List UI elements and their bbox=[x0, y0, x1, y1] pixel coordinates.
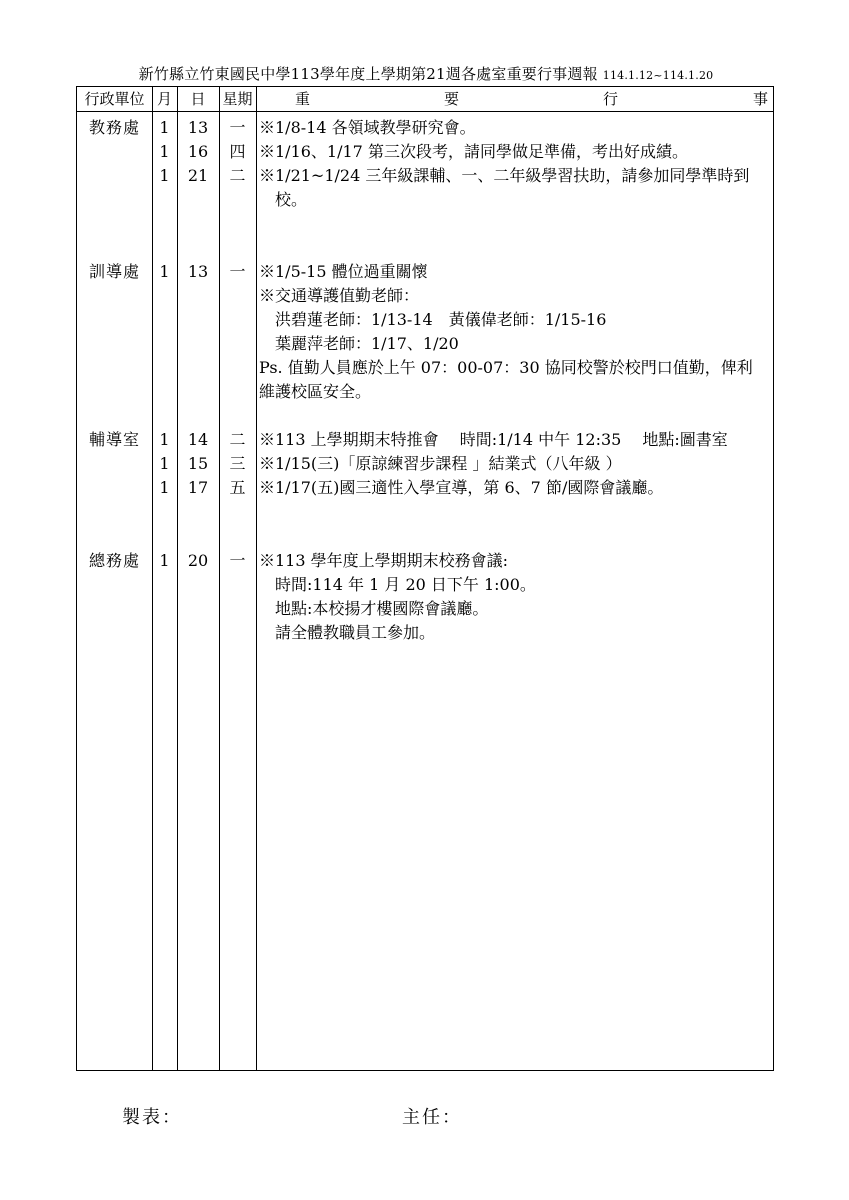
month-cell: 1 bbox=[159, 142, 170, 161]
header-divider bbox=[77, 111, 773, 112]
event-line: ※交通導護值勤老師： bbox=[259, 286, 420, 305]
day-cell: 16 bbox=[187, 142, 209, 161]
month-cell: 1 bbox=[159, 166, 170, 185]
schedule-table bbox=[76, 86, 774, 1071]
unit-counseling: 輔導室 bbox=[88, 430, 140, 449]
weekday-cell: 五 bbox=[229, 478, 246, 497]
event-line: ※1/21~1/24 三年級課輔、一、二年級學習扶助，請參加同學準時到 bbox=[259, 166, 750, 185]
month-cell: 1 bbox=[159, 430, 170, 449]
unit-academic-affairs: 教務處 bbox=[88, 118, 140, 137]
month-cell: 1 bbox=[159, 118, 170, 137]
weekday-cell: 一 bbox=[229, 551, 246, 570]
event-line: ※113 上學期期末特推會 時間:1/14 中午 12:35 地點:圖書室 bbox=[259, 430, 728, 449]
day-cell: 14 bbox=[187, 430, 209, 449]
month-cell: 1 bbox=[159, 478, 170, 497]
event-line: 維護校區安全。 bbox=[259, 382, 372, 401]
unit-student-affairs: 訓導處 bbox=[88, 262, 140, 281]
column-divider bbox=[219, 87, 220, 1070]
weekday-cell: 一 bbox=[229, 118, 246, 137]
event-line: 葉麗萍老師：1/17、1/20 bbox=[275, 334, 459, 353]
column-divider bbox=[152, 87, 153, 1070]
document-title bbox=[76, 63, 776, 84]
weekday-cell: 一 bbox=[229, 262, 246, 281]
director-label: 主任： bbox=[402, 1107, 462, 1128]
weekday-cell: 三 bbox=[229, 454, 246, 473]
column-divider bbox=[256, 87, 257, 1070]
event-line: 校。 bbox=[275, 190, 308, 209]
event-line: 時間:114 年 1 月 20 日下午 1:00。 bbox=[275, 575, 536, 594]
event-line: ※1/8-14 各領域教學研究會。 bbox=[259, 118, 476, 137]
event-line: ※1/5-15 體位過重關懷 bbox=[259, 262, 428, 281]
event-line: ※113 學年度上學期期末校務會議: bbox=[259, 551, 509, 570]
weekday-cell: 二 bbox=[229, 430, 246, 449]
event-line: ※1/16、1/17 第三次段考，請同學做足準備，考出好成績。 bbox=[259, 142, 688, 161]
title-main: 新竹縣立竹東國民中學113學年度上學期第21週各處室重要行事週報 bbox=[138, 65, 598, 83]
day-cell: 13 bbox=[187, 118, 209, 137]
maker-label: 製表： bbox=[122, 1107, 182, 1128]
header-month: 月 bbox=[156, 90, 172, 108]
header-day: 日 bbox=[190, 90, 206, 108]
day-cell: 17 bbox=[187, 478, 209, 497]
weekday-cell: 二 bbox=[229, 166, 246, 185]
event-line: ※1/15(三)「原諒練習步課程 」結業式（八年級 ） bbox=[259, 454, 622, 473]
day-cell: 21 bbox=[187, 166, 209, 185]
title-period: 114.1.12~114.1.20 bbox=[602, 69, 714, 82]
header-events-char: 要 bbox=[444, 90, 460, 108]
event-line: 洪碧蓮老師：1/13-14 黃儀偉老師：1/15-16 bbox=[275, 310, 607, 329]
header-events-char: 行 bbox=[603, 90, 619, 108]
month-cell: 1 bbox=[159, 454, 170, 473]
header-weekday: 星期 bbox=[222, 90, 253, 108]
event-line: 請全體教職員工參加。 bbox=[275, 623, 436, 642]
column-divider bbox=[177, 87, 178, 1070]
day-cell: 13 bbox=[187, 262, 209, 281]
header-unit: 行政單位 bbox=[84, 90, 145, 108]
weekday-cell: 四 bbox=[229, 142, 246, 161]
event-line: Ps. 值勤人員應於上午 07：00-07：30 協同校警於校門口值勤，俾利 bbox=[259, 358, 753, 377]
header-events-char: 重 bbox=[295, 90, 311, 108]
event-line: ※1/17(五)國三適性入學宣導，第 6、7 節/國際會議廳。 bbox=[259, 478, 664, 497]
month-cell: 1 bbox=[159, 262, 170, 281]
month-cell: 1 bbox=[159, 551, 170, 570]
header-events-char: 事 bbox=[753, 90, 769, 108]
unit-general-affairs: 總務處 bbox=[88, 551, 140, 570]
event-line: 地點:本校揚才樓國際會議廳。 bbox=[275, 599, 489, 618]
day-cell: 15 bbox=[187, 454, 209, 473]
day-cell: 20 bbox=[187, 551, 209, 570]
